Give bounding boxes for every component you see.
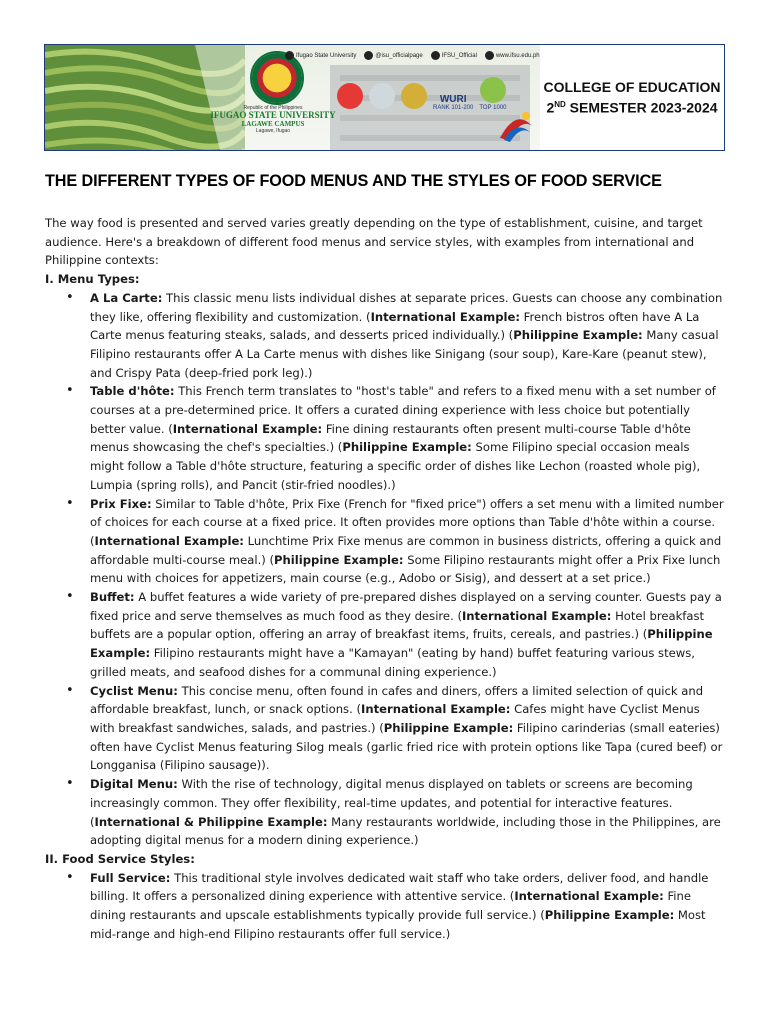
rice-terraces-image [45,45,245,150]
header-banner [44,44,725,151]
list-item: • Table d'hôte: This French term translates to "host's table" and refers to a fixed menu with a set number of courses at a pre-determined price. It offers a curated dining experience with less choice but potentially better value. (International Example: Fine dining restaurants often present multi-course Table d'hôte menus showcasing the chef's specialties.) (Philippine Example: Some Filipino special occasion meals might follow a Table d'hôte structure, featuring a specific order of dishes like Lechon (roasted whole pig), Lumpia (spring rolls), and Pancit (stir-fried noodles).) [90,382,725,494]
town-label: Lagawe, Ifugao [255,128,291,134]
top1000-badge [479,77,506,111]
twitter-link[interactable]: IFSU_Official [431,51,477,60]
list-item: • A La Carte: This classic menu lists individual dishes at separate prices. Guests can choose any combination they like, offering flexibility and customization. (International Example: French bistros often have A La Carte menus featuring steaks, salads, and desserts priced individually.) (Philippine Example: Many casual Filipino restaurants offer A La Carte menus with dishes like Sinigang (sour soup), Kare-Kare (peanut stew), and Crispy Pata (deep-fried pork leg).) [90,289,725,383]
intro-paragraph: The way food is presented and served varies greatly depending on the type of establishment, cuisine, and target audience. Here's a breakdown of different food menus and service styles, with examples from international and Philippine contexts: [45,216,703,268]
bagong-pilipinas-logo-icon [496,108,536,144]
university-name-block [203,105,343,134]
section-heading-service-styles: II. Food Service Styles: [45,851,195,866]
list-item: • Prix Fixe: Similar to Table d'hôte, Prix Fixe (French for "fixed price") offers a set menu with a limited number of choices for each course at a fixed price. It often provides more options than Table d'hôte within a course. (International Example: Lunchtime Prix Fixe menus are common in business districts, offering a quick and affordable multi-course meal.) (Philippine Example: Some Filipino restaurants might offer a Prix Fixe lunch menu with choices for appetizers, main course (e.g., Adobo or Sisig), and dessert at a set price.) [90,495,725,589]
banner-image [45,45,540,150]
semester-label: 2ND SEMESTER 2023-2024 [546,99,718,116]
list-item: • Full Service: This traditional style involves dedicated wait staff who take orders, deliver food, and handle billing. It offers a personalized dining experience with attentive service. (International Example: Fine dining restaurants and upscale establishments typically provide full service.) (Philippine Example: Most mid-range and high-end Filipino restaurants offer full service.) [90,869,725,944]
instagram-icon [364,51,373,60]
facebook-link[interactable]: Ifugao State University [285,51,356,60]
top1000-label: TOP 1000 [479,105,507,111]
award-seal-badge [401,83,427,111]
list-item: • Buffet: A buffet features a wide variety of pre-prepared dishes displayed on a serving counter. Guests pay a fixed price and serve themselves as much food as they desire. (International Example: Hotel breakfast buffets are a popular option, offering an array of breakfast items, fruits, cereals, and pastries.) (Philippine Example: Filipino restaurants might have a "Kamayan" (eating by hand) buffet featuring various stews, grilled meats, and seafood dishes for a communal dining experience.) [90,588,725,682]
university-name: IFUGAO STATE UNIVERSITY [210,110,336,120]
wuri-badge [433,94,473,111]
instagram-link[interactable]: @isu_officialpage [364,51,422,60]
accreditation-badges [337,77,507,111]
website-link[interactable]: www.ifsu.edu.ph [485,51,540,60]
college-name: COLLEGE OF EDUCATION [543,79,721,96]
iso-badge [337,83,363,111]
twitter-icon [431,51,440,60]
section-heading-menu-types: I. Menu Types: [45,272,140,287]
document-title: THE DIFFERENT TYPES OF FOOD MENUS AND THE STYLES OF FOOD SERVICE [45,172,662,190]
social-links [285,51,540,60]
service-styles-list [45,869,725,944]
republic-label: Republic of the Philippines [243,105,303,111]
college-semester-box [540,45,724,150]
campus-name: LAGAWE CAMPUS [241,120,305,128]
menu-types-list [45,289,725,850]
certified-badge [369,83,395,111]
globe-icon [485,51,494,60]
facebook-icon [285,51,294,60]
document-body [45,214,725,943]
wuri-rank: RANK 101-200 [433,105,474,111]
list-item: • Digital Menu: With the rise of technology, digital menus displayed on tablets or screens are becoming increasingly common. They offer flexibility, real-time updates, and potential for interactive features. (International & Philippine Example: Many restaurants worldwide, including those in the Philippines, are adopting digital menus for a modern dining experience.) [90,775,725,850]
wuri-label: WURI [439,94,467,105]
list-item: • Cyclist Menu: This concise menu, often found in cafes and diners, offers a limited selection of quick and affordable breakfast, lunch, or snack options. (International Example: Cafes might have Cyclist Menus with breakfast sandwiches, salads, and pastries.) (Philippine Example: Filipino carinderias (small eateries) often have Cyclist Menus featuring Silog meals (garlic fried rice with protein options like Tapa (cured beef) or Longganisa (Filipino sausage)). [90,682,725,776]
